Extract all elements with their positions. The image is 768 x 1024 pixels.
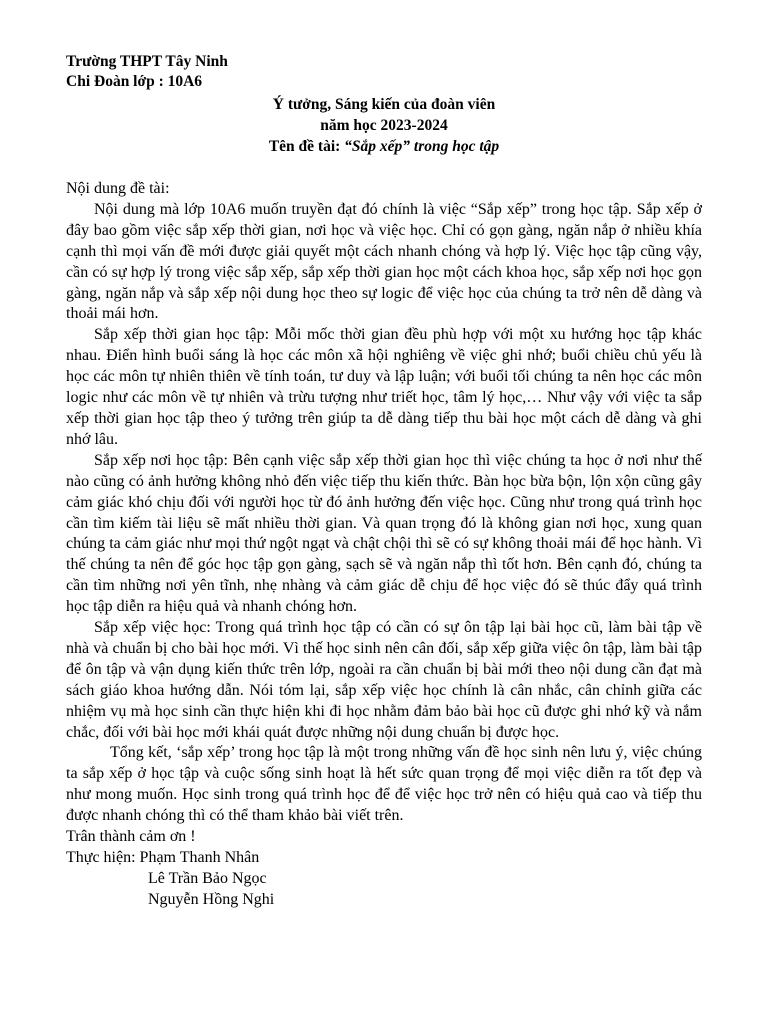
class-branch: Chi Đoàn lớp : 10A6 bbox=[66, 73, 203, 90]
paragraph-study: Sắp xếp việc học: Trong quá trình học tập có cần có sự ôn tập lại bài học cũ, làm bài tập về nhà và chuẩn bị cho bài học mới. Vì thế học sinh nên cân đối, sắp xếp giữa việc ôn tập, làm bài tập để ôn tập và vận dụng kiến thức trên lớp, ngoài ra cần chuẩn bị bài mới theo nội dung cần đạt mà sách giáo khoa hướng dẫn. Nói tóm lại, sắp xếp việc học chính là cân nhắc, cân chỉnh giữa các nhiệm vụ mà học sinh cần thực hiện khi đi học nhằm đảm bảo bài học cũ được ghi nhớ kỹ và nắm chắc, đối với bài học mới khái quát được những nội dung chuẩn bị được học. bbox=[66, 619, 702, 741]
author-line-3: Nguyễn Hồng Nghi bbox=[148, 890, 275, 908]
author-line-1: Thực hiện: Phạm Thanh Nhân bbox=[66, 849, 260, 866]
school-name: Trường THPT Tây Ninh bbox=[66, 53, 228, 70]
content-heading: Nội dung đề tài: bbox=[66, 180, 170, 197]
paragraph-time: Sắp xếp thời gian học tập: Mỗi mốc thời gian đều phù hợp với một xu hướng học tập khác nhau. Điển hình buổi sáng là học các môn xã hội nghiêng về việc ghi nhớ; buổi chiều chủ yếu là học các môn tự nhiên thiên về tính toán, tư duy và lập luận; với buổi tối chúng ta nên học các môn logic như các môn về tự nhiên và trừu tượng như triết học, tâm lý học,… Như vậy với việc ta sắp xếp thời gian học tập theo ý tưởng trên giúp ta dễ dàng tiếp thu bài học một cách dễ dàng và ghi nhớ lâu. bbox=[66, 326, 702, 448]
topic-title bbox=[0, 136, 768, 157]
thanks-line: Trân thành cảm ơn ! bbox=[66, 828, 196, 846]
school-year: năm học 2023-2024 bbox=[320, 117, 448, 134]
paragraph-place: Sắp xếp nơi học tập: Bên cạnh việc sắp xếp thời gian học thì việc chúng ta học ở nơi như thế nào cũng có ảnh hưởng không nhỏ đến việc tiếp thu kiến thức. Bàn học bừa bộn, lộn xộn cũng gây cảm giác khó chịu đối với người học từ đó ảnh hưởng đến việc học. Cũng như trong quá trình học cần tìm kiếm tài liệu sẽ mất nhiều thời gian. Và quan trọng đó là không gian nơi học, xung quan chúng ta cảm giác như mọi thứ ngột ngạt và chật chội thì sẽ có sự không thoải mái để học hành. Vì thế chúng ta nên để góc học tập gọn gàng, sạch sẽ và ngăn nắp thì tốt hơn. Bên cạnh đó, chúng ta cần tìm những nơi yên tĩnh, nhẹ nhàng và cảm giác dễ chịu để học việc đó sẽ thúc đẩy quá trình học tập diễn ra hiệu quả và nhanh chóng hơn. bbox=[66, 451, 702, 616]
paragraph-conclusion: Tổng kết, ‘sắp xếp’ trong học tập là một trong những vấn đề học sinh nên lưu ý, việc chúng ta sắp xếp ở học tập và cuộc sống sinh hoạt là hết sức quan trọng để mọi việc diễn ra tốt đẹp và như mong muốn. Học sinh trong quá trình học để để việc học trở nên có hiệu quả cao và tiếp thu được nhanh chóng thì có thể tham khảo bài viết trên. bbox=[66, 744, 702, 825]
document-title: Ý tưởng, Sáng kiến của đoàn viên bbox=[272, 96, 496, 113]
author-line-2: Lê Trần Bảo Ngọc bbox=[148, 869, 267, 887]
paragraph-intro: Nội dung mà lớp 10A6 muốn truyền đạt đó chính là việc “Sắp xếp” trong học tập. Sắp xếp ở đây bao gồm việc sắp xếp thời gian, nơi học và việc học. Chỉ có gọn gàng, ngăn nắp ở nhiều khía cạnh thì mọi vấn đề mới được giải quyết một cách nhanh chóng và hợp lý. Việc học tập cũng vậy, cần có sự hợp lý trong việc sắp xếp, sắp xếp thời gian học một cách khoa học, sắp xếp nơi học gọn gàng, ngăn nắp và sắp xếp nội dung học theo sự logic để việc học của chúng ta trở nên dễ dàng và thoải mái hơn. bbox=[66, 200, 702, 323]
topic-label: Tên đề tài: bbox=[268, 138, 345, 155]
document-body bbox=[66, 179, 702, 911]
topic-name: “Sắp xếp” trong học tập bbox=[344, 138, 500, 155]
